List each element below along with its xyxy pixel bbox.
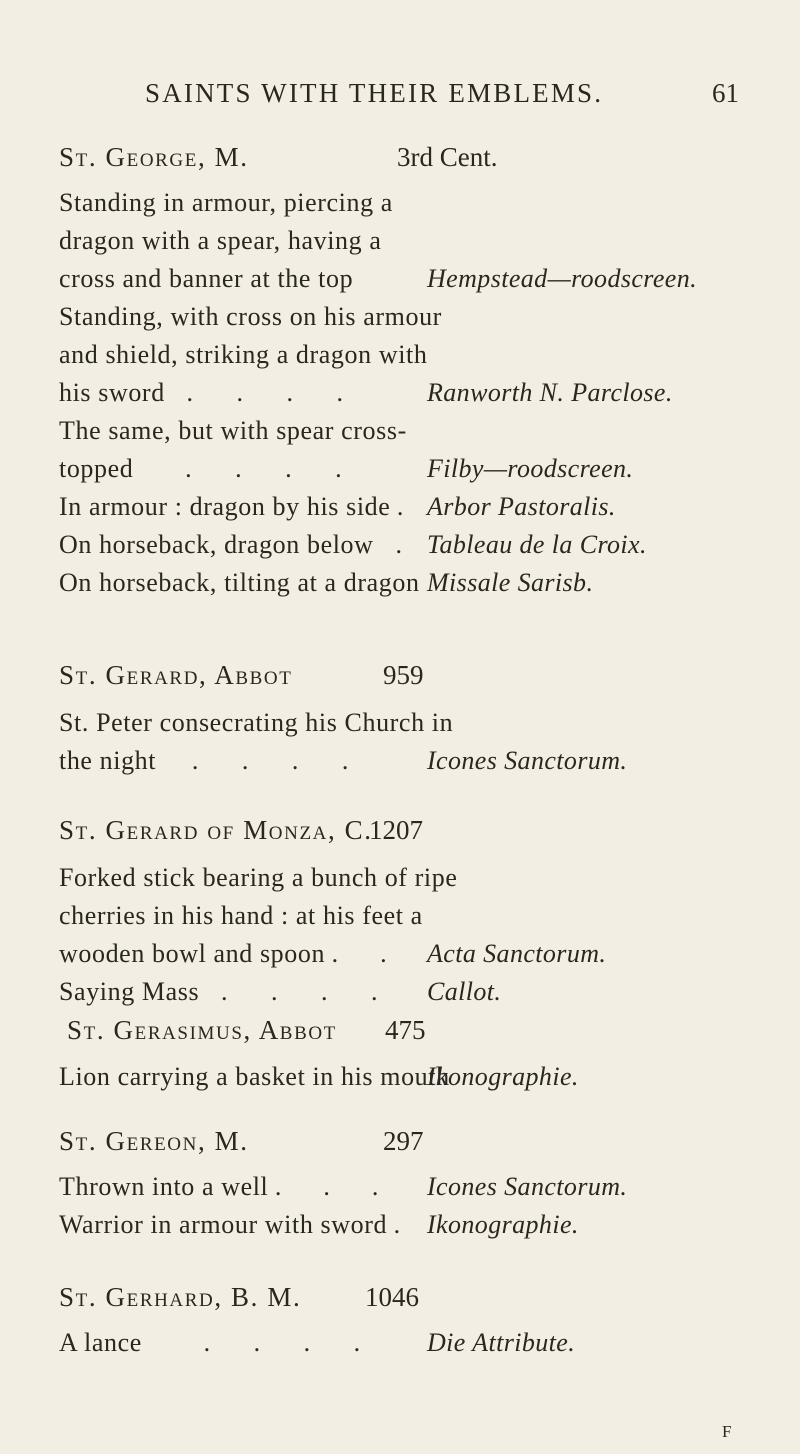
leader-dots: . . . . xyxy=(186,378,344,407)
entry-date: 297 xyxy=(383,1126,424,1156)
description-line: cross and banner at the top xyxy=(59,264,354,293)
entry-date: 959 xyxy=(383,660,424,690)
entry-heading: St. Gerhard, B. M. xyxy=(59,1282,302,1312)
description-line: The same, but with spear cross- xyxy=(59,416,407,445)
description-line: On horseback, dragon below . xyxy=(59,530,403,559)
entry-heading: St. Gerard of Monza, C. xyxy=(59,815,373,845)
running-title: SAINTS WITH THEIR EMBLEMS. xyxy=(145,78,604,108)
entry-heading: St. Gereon, M. xyxy=(59,1126,249,1156)
source-reference: Die Attribute. xyxy=(427,1328,576,1357)
description-line: topped . . . . xyxy=(59,454,363,484)
source-reference: Icones Sanctorum. xyxy=(427,746,628,775)
leader-dots: . . . . xyxy=(203,1328,361,1357)
source-reference: Icones Sanctorum. xyxy=(427,1172,628,1201)
source-reference: Ikonographie. xyxy=(427,1062,579,1091)
description-line: A lance . . . . xyxy=(59,1328,382,1358)
leader-dots: . . . . xyxy=(191,746,349,775)
page-number: 61 xyxy=(712,78,739,108)
source-reference: Hempstead—roodscreen. xyxy=(427,264,698,293)
signature-mark: F xyxy=(722,1422,732,1441)
description-line: Thrown into a well . . . xyxy=(59,1172,379,1201)
leader-dots: . xyxy=(387,1210,401,1239)
description-line: Forked stick bearing a bunch of ripe xyxy=(59,863,458,892)
description-line: On horseback, tilting at a dragon xyxy=(59,568,420,597)
leader-dots: . . . . xyxy=(220,977,378,1006)
source-reference: Tableau de la Croix. xyxy=(427,530,647,559)
leader-dots: . xyxy=(395,530,403,559)
entry-heading: St. Gerard, Abbot xyxy=(59,660,293,690)
description-line: Standing, with cross on his armour xyxy=(59,302,442,331)
entry-date: 3rd Cent. xyxy=(397,142,498,172)
source-reference: Ranworth N. Parclose. xyxy=(427,378,673,407)
leader-dots: . . . . xyxy=(185,454,342,483)
entry-date: 1207 xyxy=(369,815,423,845)
description-line: dragon with a spear, having a xyxy=(59,226,382,255)
description-line: the night . . . . xyxy=(59,746,370,776)
source-reference: Missale Sarisb. xyxy=(427,568,594,597)
entry-heading: St. Gerasimus, Abbot xyxy=(67,1015,337,1045)
source-reference: Acta Sanctorum. xyxy=(427,939,607,968)
source-reference: Callot. xyxy=(427,977,502,1006)
description-line: St. Peter consecrating his Church in xyxy=(59,708,454,737)
source-reference: Filby—roodscreen. xyxy=(427,454,634,483)
description-line: Lion carrying a basket in his mouth xyxy=(59,1062,450,1091)
leader-dots: . xyxy=(390,492,404,521)
description-line: Standing in armour, piercing a xyxy=(59,188,393,217)
running-head xyxy=(0,78,800,118)
leader-dots: . . . xyxy=(268,1172,379,1201)
description-line: wooden bowl and spoon . . xyxy=(59,939,387,968)
description-line: cherries in his hand : at his feet a xyxy=(59,901,423,930)
source-reference: Ikonographie. xyxy=(427,1210,579,1239)
leader-dots: . . xyxy=(325,939,387,968)
source-reference: Arbor Pastoralis. xyxy=(427,492,616,521)
entry-heading: St. George, M. xyxy=(59,142,249,172)
description-line: Warrior in armour with sword . xyxy=(59,1210,401,1239)
description-line: Saying Mass . . . . xyxy=(59,977,399,1007)
description-line: his sword . . . . xyxy=(59,378,365,408)
entry-date: 1046 xyxy=(365,1282,419,1312)
description-line: In armour : dragon by his side . xyxy=(59,492,404,521)
description-line: and shield, striking a dragon with xyxy=(59,340,428,369)
entry-date: 475 xyxy=(385,1015,426,1045)
